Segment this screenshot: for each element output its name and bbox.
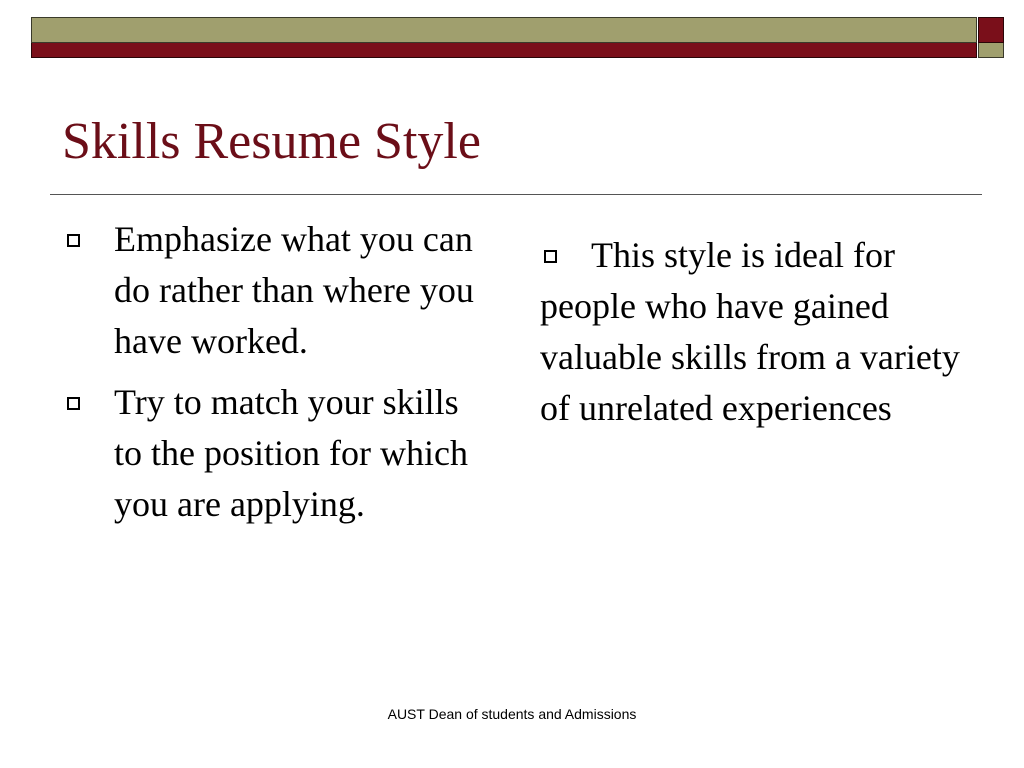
bullet-text: Try to match your skills to the position for which you are applying. <box>114 382 468 524</box>
title-divider <box>50 194 982 195</box>
bullet-item <box>62 214 482 367</box>
right-paragraph-text: This style is ideal for people who have gained valuable skills from a variety of unrelated experiences <box>540 235 960 428</box>
decorative-olive-square <box>978 43 1004 58</box>
slide-footer: AUST Dean of students and Admissions <box>387 706 637 722</box>
left-bullet-list <box>62 214 482 540</box>
bullet-text: Emphasize what you can do rather than where you have worked. <box>114 219 474 361</box>
decorative-olive-bar <box>31 17 977 43</box>
decorative-maroon-square <box>978 17 1004 43</box>
decorative-maroon-bar <box>31 43 977 58</box>
hollow-square-bullet-icon <box>67 397 80 410</box>
hollow-square-bullet-icon <box>544 250 557 263</box>
bullet-item <box>62 377 482 530</box>
hollow-square-bullet-icon <box>67 234 80 247</box>
right-paragraph <box>540 230 980 434</box>
slide-title: Skills Resume Style <box>62 113 481 170</box>
